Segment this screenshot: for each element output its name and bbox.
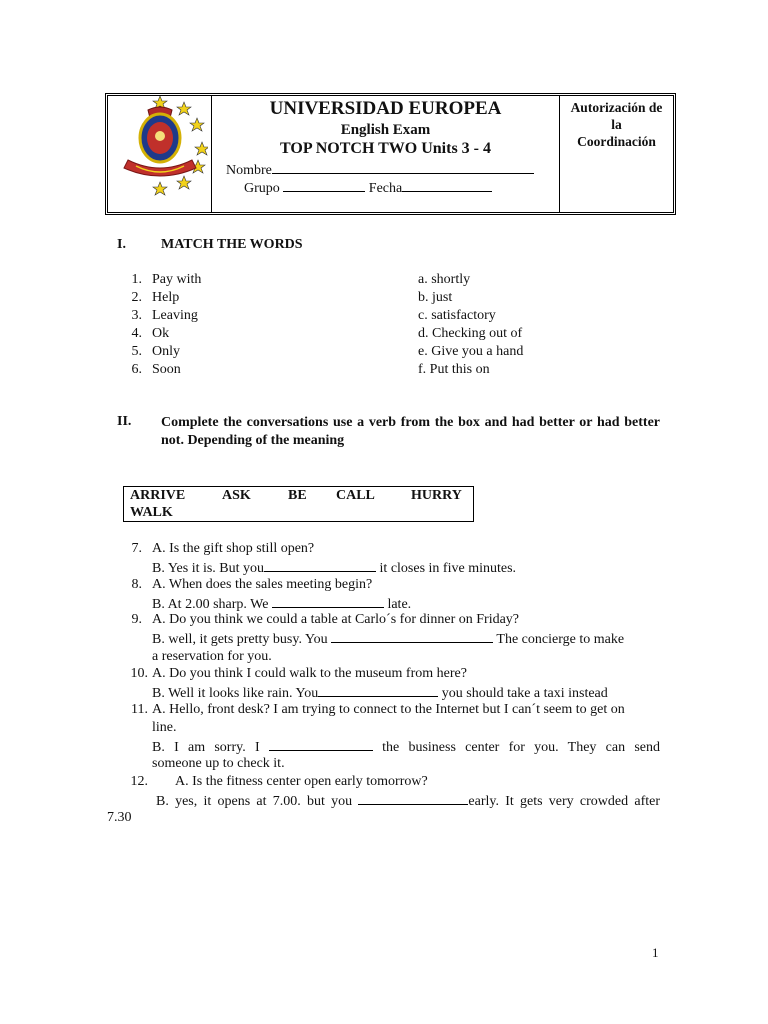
name-label: Nombre bbox=[226, 163, 272, 178]
group-blank[interactable] bbox=[283, 180, 365, 192]
section-2-instructions: Complete the conversations use a verb from the box and had better or had better not. Depending of the meaning bbox=[161, 415, 660, 448]
question-7-a: A. Is the gift shop still open? bbox=[152, 541, 315, 556]
answer-blank[interactable] bbox=[272, 595, 384, 608]
answer-blank[interactable] bbox=[358, 792, 468, 805]
match-item-left: Leaving bbox=[152, 308, 198, 323]
answer-blank[interactable] bbox=[269, 738, 373, 751]
date-blank[interactable] bbox=[402, 180, 492, 192]
item-number: 5. bbox=[131, 344, 142, 359]
answer-suffix: the business center for you. They can send bbox=[372, 740, 660, 755]
question-8-a: A. When does the sales meeting begin? bbox=[152, 577, 373, 592]
section-1-number: I. bbox=[117, 237, 126, 252]
date-label: Fecha bbox=[368, 181, 403, 196]
answer-suffix: it closes in five minutes. bbox=[376, 561, 517, 576]
verb-word: ASK bbox=[222, 488, 251, 503]
answer-suffix: early. It gets very crowded after bbox=[468, 794, 660, 809]
match-item-right: f. Put this on bbox=[418, 362, 490, 377]
verb-word: BE bbox=[288, 488, 307, 503]
page-number: 1 bbox=[652, 945, 659, 960]
question-11-b-continued: someone up to check it. bbox=[152, 756, 285, 771]
verb-word: WALK bbox=[130, 505, 173, 520]
item-number: 6. bbox=[131, 362, 142, 377]
item-number: 1. bbox=[131, 272, 142, 287]
question-number: 11. bbox=[131, 702, 148, 717]
match-item-left: Soon bbox=[152, 362, 181, 377]
exam-header bbox=[105, 93, 676, 215]
question-number: 10. bbox=[130, 666, 148, 681]
match-item-right: c. satisfactory bbox=[418, 308, 496, 323]
question-12-b-continued: 7.30 bbox=[107, 810, 132, 825]
name-field[interactable] bbox=[226, 162, 534, 179]
course-title: TOP NOTCH TWO Units 3 - 4 bbox=[280, 140, 491, 157]
question-number: 9. bbox=[131, 612, 142, 627]
university-name: UNIVERSIDAD EUROPEA bbox=[269, 98, 502, 119]
item-number: 2. bbox=[131, 290, 142, 305]
group-label: Grupo bbox=[244, 181, 280, 196]
question-12-a: A. Is the fitness center open early tomorrow? bbox=[175, 774, 428, 789]
answer-blank[interactable] bbox=[264, 559, 376, 572]
question-number: 7. bbox=[131, 541, 142, 556]
exam-title: English Exam bbox=[340, 122, 431, 138]
verb-word: CALL bbox=[336, 488, 375, 503]
title-cell bbox=[212, 96, 560, 212]
answer-prefix: B. Well it looks like rain. You bbox=[152, 686, 319, 701]
answer-prefix: B. At 2.00 sharp. We bbox=[152, 597, 272, 612]
match-item-right: a. shortly bbox=[418, 272, 471, 287]
answer-suffix: The concierge to make bbox=[493, 632, 625, 647]
match-item-left: Pay with bbox=[152, 272, 202, 287]
question-9-b-continued: a reservation for you. bbox=[152, 649, 272, 664]
question-11-a: A. Hello, front desk? I am trying to connect to the Internet but I can´t seem to get on bbox=[152, 702, 625, 717]
answer-blank[interactable] bbox=[331, 630, 493, 643]
answer-prefix: B. yes, it opens at 7.00. but you bbox=[156, 794, 359, 809]
item-number: 4. bbox=[131, 326, 142, 341]
match-item-left: Help bbox=[152, 290, 180, 305]
question-7-b bbox=[152, 559, 660, 577]
question-11-b bbox=[152, 738, 660, 756]
match-item-left: Only bbox=[152, 344, 180, 359]
answer-blank[interactable] bbox=[318, 684, 438, 697]
question-9-a: A. Do you think we could a table at Carlo´s for dinner on Friday? bbox=[152, 612, 520, 627]
question-9-b bbox=[152, 630, 660, 648]
question-10-a: A. Do you think I could walk to the museum from here? bbox=[152, 666, 467, 681]
authorization-line: Coordinación bbox=[577, 134, 656, 149]
question-12-b bbox=[156, 792, 660, 810]
question-10-b bbox=[152, 684, 660, 702]
authorization-line: la bbox=[611, 117, 622, 132]
section-2-number: II. bbox=[117, 414, 132, 429]
match-item-right: e. Give you a hand bbox=[418, 344, 524, 359]
match-item-left: Ok bbox=[152, 326, 170, 341]
name-blank[interactable] bbox=[272, 162, 534, 174]
verb-box bbox=[123, 486, 474, 522]
match-item-right: d. Checking out of bbox=[418, 326, 523, 341]
group-date-field bbox=[244, 180, 492, 197]
answer-prefix: B. I am sorry. I bbox=[152, 740, 269, 755]
logo-cell bbox=[108, 96, 212, 212]
answer-suffix: you should take a taxi instead bbox=[438, 686, 608, 701]
verb-word: HURRY bbox=[411, 488, 462, 503]
answer-suffix: late. bbox=[383, 597, 412, 612]
question-11-a-continued: line. bbox=[152, 720, 177, 735]
answer-prefix: B. well, it gets pretty busy. You bbox=[152, 632, 332, 647]
verb-word: ARRIVE bbox=[130, 488, 186, 503]
answer-prefix: B. Yes it is. But you bbox=[152, 561, 265, 576]
question-number: 12. bbox=[130, 774, 148, 789]
match-item-right: b. just bbox=[418, 290, 453, 305]
item-number: 3. bbox=[131, 308, 142, 323]
section-1-title: MATCH THE WORDS bbox=[161, 237, 303, 252]
question-number: 8. bbox=[131, 577, 142, 592]
authorization-line: Autorización de bbox=[570, 100, 663, 115]
university-crest-logo bbox=[108, 96, 208, 212]
question-8-b bbox=[152, 595, 660, 613]
authorization-cell bbox=[560, 96, 673, 212]
